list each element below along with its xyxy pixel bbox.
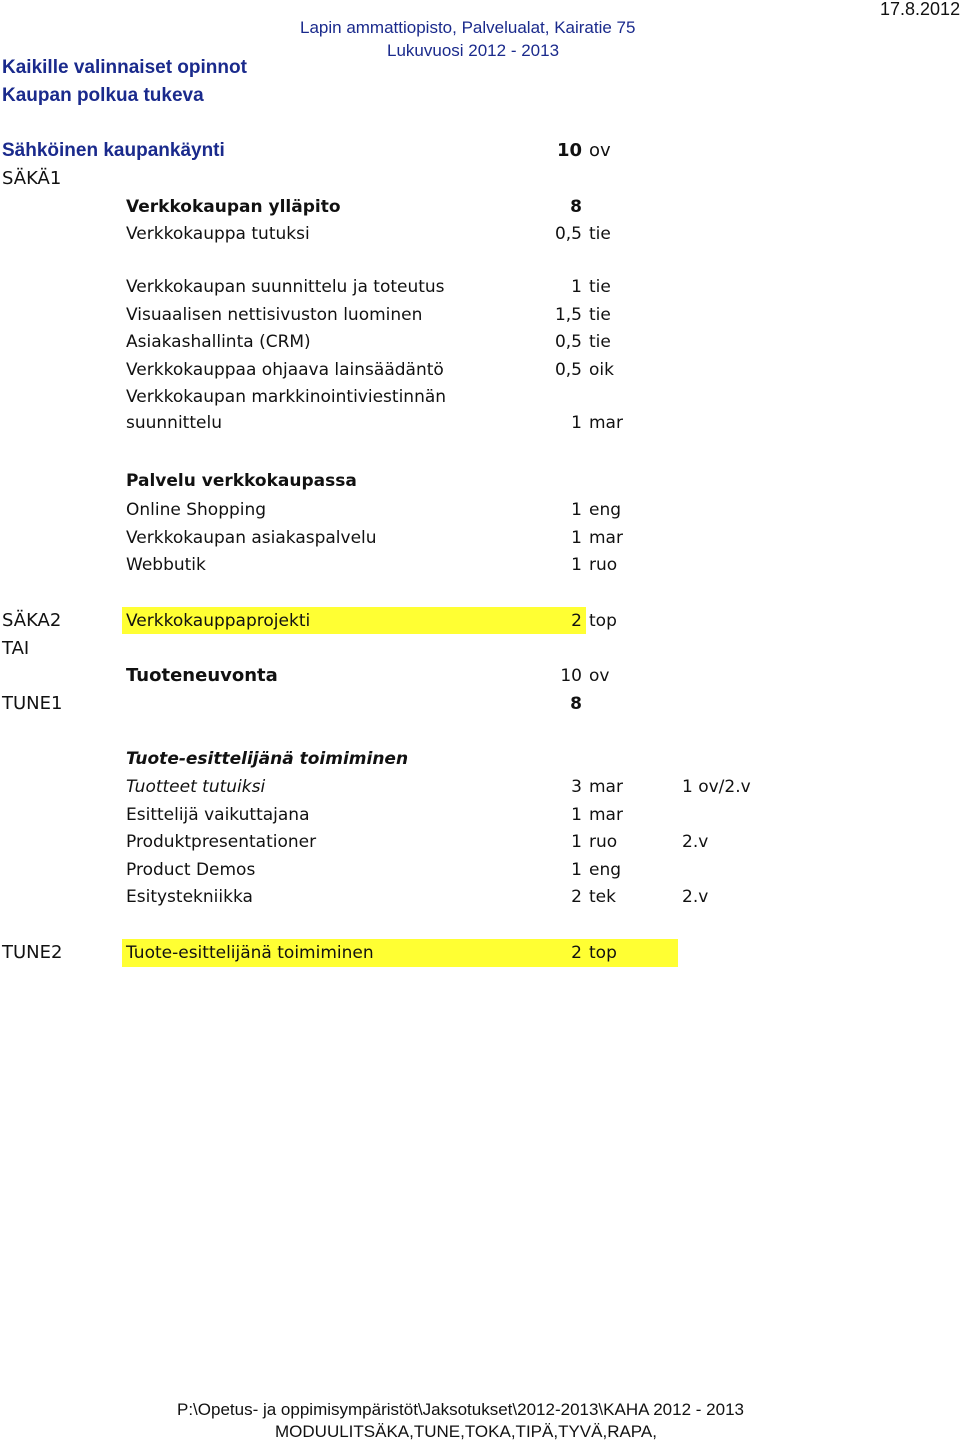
course-credits: 1 <box>571 805 582 825</box>
course-name: Verkkokauppa tutuksi <box>126 224 310 244</box>
course-name: Verkkokauppaa ohjaava lainsäädäntö <box>126 360 444 380</box>
course-credits: 1 <box>571 528 582 548</box>
course-credits: 0,5 <box>554 332 582 352</box>
course-unit: oik <box>589 360 614 380</box>
course-name: Produktpresentationer <box>126 832 317 852</box>
course-unit: eng <box>589 500 622 520</box>
project-credits: 2 <box>571 611 582 631</box>
subheading: Verkkokaupan ylläpito <box>126 197 341 217</box>
course-name: Tuotteet tutuiksi <box>126 777 266 797</box>
course-name: Esittelijä vaikuttajana <box>126 805 310 825</box>
footer-path: P:\Opetus- ja oppimisympäristöt\Jaksotukset\2012-2013\KAHA 2012 - 2013 <box>177 1400 744 1419</box>
course-name: Verkkokaupan asiakaspalvelu <box>126 528 377 548</box>
subheading-credits: 8 <box>570 197 582 217</box>
course-unit: tie <box>589 277 611 297</box>
school-year: Lukuvuosi 2012 - 2013 <box>387 41 560 60</box>
course-unit: mar <box>589 413 623 433</box>
section-unit: ov <box>589 140 611 161</box>
course-credits: 1 <box>571 277 582 297</box>
section-credits: 10 <box>556 140 582 161</box>
course-note: 2.v <box>682 832 709 852</box>
project-unit: top <box>589 611 617 631</box>
document-date: 17.8.2012 <box>880 0 960 19</box>
course-unit: top <box>589 943 617 963</box>
module-code: SÄKÄ1 <box>2 168 62 189</box>
course-unit: tek <box>589 887 616 907</box>
or-label: TAI <box>2 638 30 659</box>
course-credits: 1 <box>571 413 582 433</box>
course-unit: tie <box>589 224 611 244</box>
section-heading: Sähköinen kaupankäynti <box>2 140 225 161</box>
course-note: 1 ov/2.v <box>682 777 751 797</box>
school-name: Lapin ammattiopisto, Palvelualat, Kairatie 75 <box>300 18 636 37</box>
subheading: Tuote-esittelijänä toimiminen <box>126 749 409 769</box>
course-credits: 0,5 <box>554 360 582 380</box>
course-note: 2.v <box>682 887 709 907</box>
footer-modules: MODUULITSÄKA,TUNE,TOKA,TIPÄ,TYVÄ,RAPA, <box>275 1422 657 1441</box>
course-credits: 1 <box>571 555 582 575</box>
course-name: Online Shopping <box>126 500 267 520</box>
course-name: Tuote-esittelijänä toimiminen <box>126 943 374 963</box>
course-credits: 2 <box>571 943 582 963</box>
page-title-line1: Kaikille valinnaiset opinnot <box>2 57 247 78</box>
section-unit: ov <box>589 666 610 686</box>
course-name: Verkkokaupan suunnittelu ja toteutus <box>126 277 445 297</box>
section-credits: 10 <box>560 666 582 686</box>
course-credits: 2 <box>571 887 582 907</box>
course-unit: mar <box>589 528 623 548</box>
course-name: Visuaalisen nettisivuston luominen <box>126 305 423 325</box>
course-unit: ruo <box>589 555 618 575</box>
course-unit: eng <box>589 860 622 880</box>
course-name: Webbutik <box>126 555 206 575</box>
course-unit: ruo <box>589 832 618 852</box>
course-credits: 0,5 <box>554 224 582 244</box>
subheading: Palvelu verkkokaupassa <box>126 471 357 491</box>
course-credits: 1 <box>571 500 582 520</box>
course-name: Asiakashallinta (CRM) <box>126 332 311 352</box>
project-name: Verkkokauppaprojekti <box>126 611 311 631</box>
course-unit: mar <box>589 805 623 825</box>
course-name: Verkkokaupan markkinointiviestinnän <box>126 387 447 407</box>
module-code: TUNE2 <box>2 942 63 963</box>
page-title-line2: Kaupan polkua tukeva <box>2 85 204 106</box>
course-credits: 1 <box>571 860 582 880</box>
course-unit: mar <box>589 777 623 797</box>
course-name: Product Demos <box>126 860 256 880</box>
subheading-credits: 8 <box>570 694 582 714</box>
course-credits: 3 <box>571 777 582 797</box>
course-unit: tie <box>589 332 611 352</box>
course-credits: 1,5 <box>554 305 582 325</box>
module-code: TUNE1 <box>2 693 63 714</box>
module-code: SÄKA2 <box>2 610 62 631</box>
course-unit: tie <box>589 305 611 325</box>
section-heading: Tuoteneuvonta <box>126 665 278 686</box>
course-name-cont: suunnittelu <box>126 413 222 433</box>
course-credits: 1 <box>571 832 582 852</box>
course-name: Esitystekniikka <box>126 887 253 907</box>
